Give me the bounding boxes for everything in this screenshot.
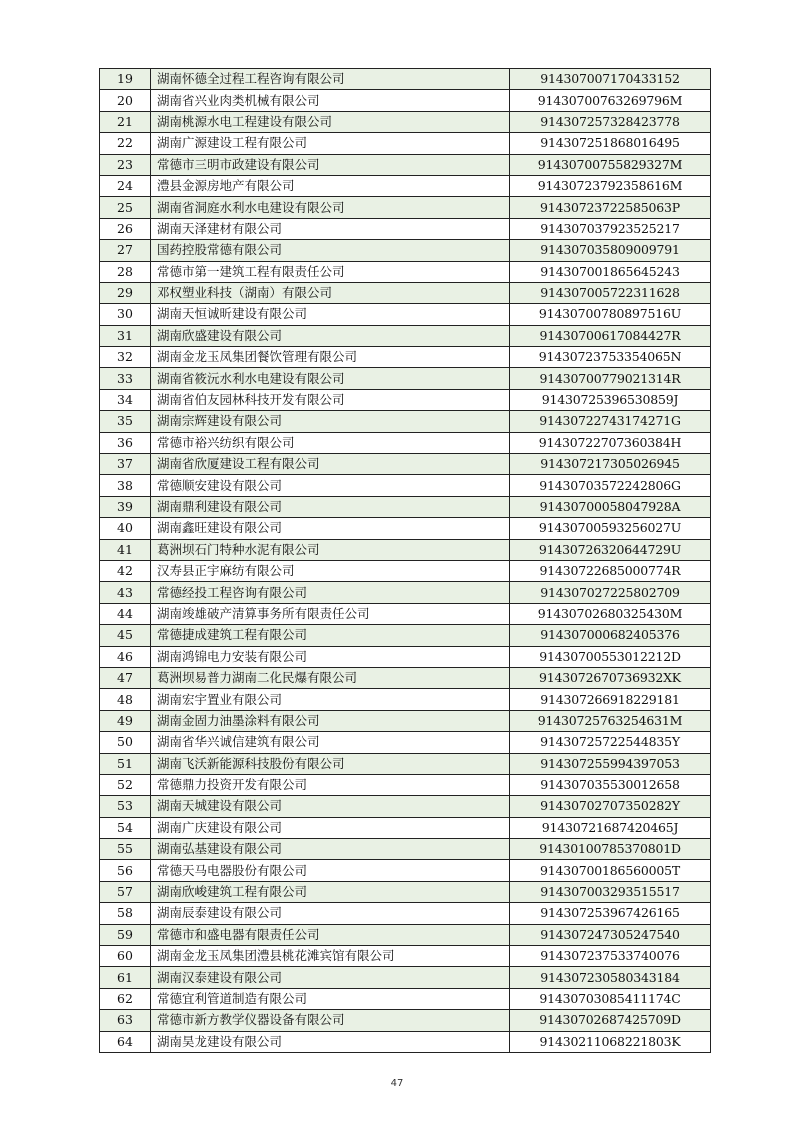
row-number: 34 [100, 389, 151, 410]
company-name: 常德市和盛电器有限责任公司 [151, 924, 510, 945]
company-name: 湖南欣峻建筑工程有限公司 [151, 881, 510, 902]
company-name: 湖南昊龙建设有限公司 [151, 1031, 510, 1052]
credit-code: 91430702687425709D [510, 1010, 711, 1031]
credit-code: 91430700593256027U [510, 518, 711, 539]
credit-code: 914307001865645243 [510, 261, 711, 282]
table-row [100, 625, 711, 646]
table-row [100, 1031, 711, 1052]
company-name: 湖南金龙玉凤集团澧县桃花滩宾馆有限公司 [151, 946, 510, 967]
credit-code: 91430723722585063P [510, 197, 711, 218]
table-row [100, 710, 711, 731]
row-number: 38 [100, 475, 151, 496]
table-row [100, 69, 711, 90]
credit-code: 91430723753354065N [510, 347, 711, 368]
company-name: 湖南金固力油墨涂料有限公司 [151, 710, 510, 731]
credit-code: 914307035530012658 [510, 774, 711, 795]
company-name: 常德市第一建筑工程有限责任公司 [151, 261, 510, 282]
row-number: 20 [100, 90, 151, 111]
table-body [100, 69, 711, 1053]
credit-code: 91430725763254631M [510, 710, 711, 731]
credit-code: 91430700058047928A [510, 496, 711, 517]
table-row [100, 582, 711, 603]
company-name: 常德捷成建筑工程有限公司 [151, 625, 510, 646]
credit-code: 91430700553012212D [510, 646, 711, 667]
credit-code: 914307037923525217 [510, 218, 711, 239]
credit-code: 914307247305247540 [510, 924, 711, 945]
company-name: 澧县金源房地产有限公司 [151, 175, 510, 196]
company-name: 汉寿县正宇麻纺有限公司 [151, 560, 510, 581]
company-name: 湖南桃源水电工程建设有限公司 [151, 111, 510, 132]
company-table [99, 68, 711, 1053]
row-number: 62 [100, 988, 151, 1009]
row-number: 42 [100, 560, 151, 581]
company-name: 湖南鑫旺建设有限公司 [151, 518, 510, 539]
company-name: 湖南辰泰建设有限公司 [151, 903, 510, 924]
table-row [100, 796, 711, 817]
table-row [100, 817, 711, 838]
row-number: 40 [100, 518, 151, 539]
company-name: 常德顺安建设有限公司 [151, 475, 510, 496]
company-name: 常德市裕兴纺织有限公司 [151, 432, 510, 453]
credit-code: 91430723792358616M [510, 175, 711, 196]
table-row [100, 518, 711, 539]
table-row [100, 411, 711, 432]
company-name: 湖南欣盛建设有限公司 [151, 325, 510, 346]
credit-code: 914307007170433152 [510, 69, 711, 90]
credit-code: 91430700755829327M [510, 154, 711, 175]
table-row [100, 967, 711, 988]
table-row [100, 496, 711, 517]
row-number: 52 [100, 774, 151, 795]
row-number: 57 [100, 881, 151, 902]
table-row [100, 389, 711, 410]
company-name: 常德经投工程咨询有限公司 [151, 582, 510, 603]
credit-code: 914307255994397053 [510, 753, 711, 774]
table-row [100, 282, 711, 303]
table-row [100, 732, 711, 753]
table-row [100, 133, 711, 154]
table-row [100, 924, 711, 945]
table-row [100, 261, 711, 282]
company-name: 常德鼎力投资开发有限公司 [151, 774, 510, 795]
table-row [100, 432, 711, 453]
row-number: 43 [100, 582, 151, 603]
credit-code: 91430702707350282Y [510, 796, 711, 817]
company-name: 湖南竣雄破产清算事务所有限责任公司 [151, 603, 510, 624]
credit-code: 91430725722544835Y [510, 732, 711, 753]
row-number: 56 [100, 860, 151, 881]
row-number: 50 [100, 732, 151, 753]
table-row [100, 988, 711, 1009]
credit-code: 91430700779021314R [510, 368, 711, 389]
credit-code: 914307027225802709 [510, 582, 711, 603]
credit-code: 914307217305026945 [510, 454, 711, 475]
company-name: 湖南鼎利建设有限公司 [151, 496, 510, 517]
table-row [100, 218, 711, 239]
company-name: 湖南飞沃新能源科技股份有限公司 [151, 753, 510, 774]
table-row [100, 368, 711, 389]
row-number: 25 [100, 197, 151, 218]
company-name: 常德天马电器股份有限公司 [151, 860, 510, 881]
row-number: 39 [100, 496, 151, 517]
credit-code: 91430211068221803K [510, 1031, 711, 1052]
row-number: 35 [100, 411, 151, 432]
company-name: 常德市新方教学仪器设备有限公司 [151, 1010, 510, 1031]
row-number: 21 [100, 111, 151, 132]
credit-code: 914307266918229181 [510, 689, 711, 710]
credit-code: 914307230580343184 [510, 967, 711, 988]
company-name: 葛洲坝石门特种水泥有限公司 [151, 539, 510, 560]
table-row [100, 111, 711, 132]
credit-code: 9143072670736932XK [510, 667, 711, 688]
credit-code: 91430700617084427R [510, 325, 711, 346]
company-name: 湖南汉泰建设有限公司 [151, 967, 510, 988]
table-row [100, 454, 711, 475]
row-number: 32 [100, 347, 151, 368]
table-row [100, 839, 711, 860]
credit-code: 91430722707360384H [510, 432, 711, 453]
company-name: 湖南鸿锦电力安装有限公司 [151, 646, 510, 667]
row-number: 30 [100, 304, 151, 325]
row-number: 44 [100, 603, 151, 624]
company-name: 湖南天泽建材有限公司 [151, 218, 510, 239]
row-number: 60 [100, 946, 151, 967]
table-row [100, 774, 711, 795]
row-number: 53 [100, 796, 151, 817]
row-number: 48 [100, 689, 151, 710]
row-number: 46 [100, 646, 151, 667]
row-number: 33 [100, 368, 151, 389]
credit-code: 91430700763269796M [510, 90, 711, 111]
company-name: 湖南金龙玉凤集团餐饮管理有限公司 [151, 347, 510, 368]
company-name: 湖南省华兴诚信建筑有限公司 [151, 732, 510, 753]
table-row [100, 90, 711, 111]
company-name: 葛洲坝易普力湖南二化民爆有限公司 [151, 667, 510, 688]
table-row [100, 175, 711, 196]
table-row [100, 881, 711, 902]
row-number: 36 [100, 432, 151, 453]
table-row [100, 903, 711, 924]
row-number: 59 [100, 924, 151, 945]
company-name: 湖南省洞庭水利水电建设有限公司 [151, 197, 510, 218]
credit-code: 914307237533740076 [510, 946, 711, 967]
table-row [100, 475, 711, 496]
row-number: 31 [100, 325, 151, 346]
credit-code: 91430726320644729U [510, 539, 711, 560]
credit-code: 91430721687420465J [510, 817, 711, 838]
company-name: 常德宜利管道制造有限公司 [151, 988, 510, 1009]
credit-code: 914307005722311628 [510, 282, 711, 303]
row-number: 54 [100, 817, 151, 838]
row-number: 24 [100, 175, 151, 196]
company-name: 湖南广源建设工程有限公司 [151, 133, 510, 154]
table-row [100, 603, 711, 624]
company-name: 湖南弘基建设有限公司 [151, 839, 510, 860]
company-name: 湖南天城建设有限公司 [151, 796, 510, 817]
credit-code: 914307257328423778 [510, 111, 711, 132]
row-number: 61 [100, 967, 151, 988]
row-number: 28 [100, 261, 151, 282]
table-row [100, 560, 711, 581]
company-name: 湖南怀德全过程工程咨询有限公司 [151, 69, 510, 90]
credit-code: 914307003293515517 [510, 881, 711, 902]
credit-code: 914307253967426165 [510, 903, 711, 924]
credit-code: 914307251868016495 [510, 133, 711, 154]
table-row [100, 946, 711, 967]
row-number: 64 [100, 1031, 151, 1052]
table-row [100, 240, 711, 261]
table-row [100, 154, 711, 175]
row-number: 63 [100, 1010, 151, 1031]
company-name: 湖南省筱沅水利水电建设有限公司 [151, 368, 510, 389]
row-number: 41 [100, 539, 151, 560]
credit-code: 91430702680325430M [510, 603, 711, 624]
row-number: 23 [100, 154, 151, 175]
company-name: 湖南宗辉建设有限公司 [151, 411, 510, 432]
row-number: 49 [100, 710, 151, 731]
company-name: 湖南省欣厦建设工程有限公司 [151, 454, 510, 475]
credit-code: 914307035809009791 [510, 240, 711, 261]
company-name: 国药控股常德有限公司 [151, 240, 510, 261]
credit-code: 91430722685000774R [510, 560, 711, 581]
table-row [100, 347, 711, 368]
company-name: 常德市三明市政建设有限公司 [151, 154, 510, 175]
row-number: 51 [100, 753, 151, 774]
table-row [100, 860, 711, 881]
company-name: 邓权塑业科技（湖南）有限公司 [151, 282, 510, 303]
row-number: 22 [100, 133, 151, 154]
table-row [100, 753, 711, 774]
company-name: 湖南天恒诚昕建设有限公司 [151, 304, 510, 325]
page-number: 47 [390, 1078, 404, 1089]
table-row [100, 1010, 711, 1031]
table-row [100, 689, 711, 710]
credit-code: 91430703572242806G [510, 475, 711, 496]
row-number: 55 [100, 839, 151, 860]
credit-code: 91430722743174271G [510, 411, 711, 432]
company-name: 湖南省伯友园林科技开发有限公司 [151, 389, 510, 410]
row-number: 45 [100, 625, 151, 646]
company-name: 湖南省兴业肉类机械有限公司 [151, 90, 510, 111]
row-number: 19 [100, 69, 151, 90]
credit-code: 91430700186560005T [510, 860, 711, 881]
credit-code: 91430725396530859J [510, 389, 711, 410]
table-row [100, 325, 711, 346]
credit-code: 914307000682405376 [510, 625, 711, 646]
row-number: 26 [100, 218, 151, 239]
row-number: 29 [100, 282, 151, 303]
company-name: 湖南宏宇置业有限公司 [151, 689, 510, 710]
table-row [100, 667, 711, 688]
table-row [100, 539, 711, 560]
row-number: 47 [100, 667, 151, 688]
credit-code: 91430700780897516U [510, 304, 711, 325]
credit-code: 91430703085411174C [510, 988, 711, 1009]
credit-code: 91430100785370801D [510, 839, 711, 860]
table-row [100, 197, 711, 218]
row-number: 27 [100, 240, 151, 261]
row-number: 37 [100, 454, 151, 475]
company-name: 湖南广庆建设有限公司 [151, 817, 510, 838]
row-number: 58 [100, 903, 151, 924]
table-row [100, 304, 711, 325]
table-row [100, 646, 711, 667]
